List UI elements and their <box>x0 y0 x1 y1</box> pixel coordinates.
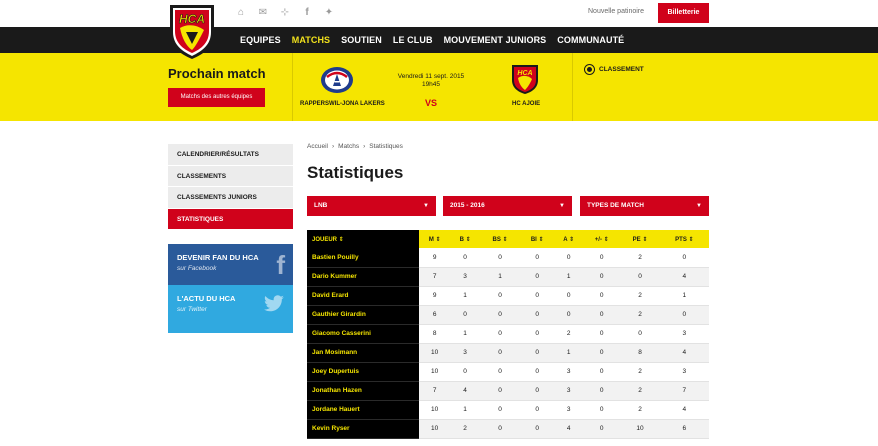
stat-cell: 0 <box>620 267 659 286</box>
stat-cell: 2 <box>620 248 659 267</box>
facebook-icon[interactable]: f <box>305 7 309 18</box>
stat-cell: 0 <box>520 324 554 343</box>
column-header-assists[interactable]: A ⇕ <box>554 230 583 248</box>
player-name-cell[interactable]: Jonathan Hazen <box>307 381 419 400</box>
player-name-cell[interactable]: David Erard <box>307 286 419 305</box>
twitter-icon[interactable]: ✦ <box>324 7 334 18</box>
ranking-label: CLASSEMENT <box>599 66 644 73</box>
stat-cell: 3 <box>554 381 583 400</box>
stat-cell: 7 <box>660 381 709 400</box>
facebook-card-title: DEVENIR FAN DU HCA <box>177 253 259 262</box>
stat-cell: 0 <box>583 419 620 438</box>
column-header-bs[interactable]: BS ⇕ <box>480 230 520 248</box>
home-team-name: RAPPERSWIL-JONA LAKERS <box>300 101 385 107</box>
stat-cell: 0 <box>450 305 480 324</box>
stat-cell: 0 <box>520 343 554 362</box>
column-header-goals[interactable]: B ⇕ <box>450 230 480 248</box>
stat-cell: 1 <box>480 267 520 286</box>
stat-cell: 2 <box>620 286 659 305</box>
chevron-down-icon: ▼ <box>696 203 702 209</box>
facebook-card-subtitle: sur Facebook <box>177 265 217 272</box>
table-row <box>307 324 709 343</box>
league-select-value: LNB <box>314 202 328 209</box>
stat-cell: 3 <box>554 362 583 381</box>
stat-cell: 3 <box>660 362 709 381</box>
table-row <box>307 362 709 381</box>
sidebar <box>168 144 293 313</box>
stat-cell: 0 <box>450 248 480 267</box>
stat-cell: 0 <box>520 248 554 267</box>
breadcrumb-current: Statistiques <box>369 143 403 150</box>
stat-cell: 0 <box>480 419 520 438</box>
sidebar-item-junior-rankings[interactable]: CLASSEMENTS JUNIORS <box>168 187 293 209</box>
hca-logo[interactable] <box>166 2 218 60</box>
nav-item-matchs[interactable]: MATCHS <box>291 35 331 45</box>
table-row <box>307 267 709 286</box>
twitter-icon <box>263 295 285 313</box>
nav-item-soutien[interactable]: SOUTIEN <box>341 35 382 45</box>
ranking-link[interactable] <box>585 65 644 74</box>
away-team-name: HC AJOIE <box>512 101 541 107</box>
stat-cell: 2 <box>620 381 659 400</box>
stat-cell: 0 <box>583 267 620 286</box>
column-header-points[interactable]: PTS ⇕ <box>660 230 709 248</box>
stat-cell: 0 <box>554 248 583 267</box>
stat-cell: 1 <box>450 286 480 305</box>
sidebar-item-rankings[interactable]: CLASSEMENTS <box>168 166 293 188</box>
puck-icon <box>585 65 594 74</box>
stat-cell: 0 <box>450 362 480 381</box>
stat-cell: 0 <box>520 286 554 305</box>
stat-cell: 2 <box>450 419 480 438</box>
player-name-cell[interactable]: Kevin Ryser <box>307 419 419 438</box>
lakers-logo <box>320 65 354 95</box>
stat-cell: 0 <box>520 400 554 419</box>
other-teams-matches-button[interactable]: Matchs des autres équipes <box>168 88 265 107</box>
table-row <box>307 286 709 305</box>
stat-cell: 3 <box>450 267 480 286</box>
facebook-icon: f <box>276 250 285 280</box>
breadcrumb-matches[interactable]: Matchs <box>338 143 360 150</box>
stat-cell: 0 <box>480 305 520 324</box>
season-select[interactable] <box>443 196 572 216</box>
player-name-cell[interactable]: Gauthier Girardin <box>307 305 419 324</box>
stat-cell: 7 <box>419 381 450 400</box>
breadcrumb-separator: › <box>363 143 366 150</box>
sidebar-item-calendar[interactable]: CALENDRIER/RÉSULTATS <box>168 144 293 166</box>
stat-cell: 3 <box>554 400 583 419</box>
season-select-value: 2015 - 2016 <box>450 202 485 209</box>
breadcrumb-home[interactable]: Accueil <box>307 143 328 150</box>
stat-cell: 2 <box>620 400 659 419</box>
stat-cell: 10 <box>419 362 450 381</box>
match-datetime <box>392 73 470 89</box>
stat-cell: 10 <box>419 419 450 438</box>
column-header-player[interactable]: JOUEUR ⇕ <box>307 230 419 248</box>
stat-cell: 0 <box>480 362 520 381</box>
versus-label: VS <box>425 98 438 108</box>
stat-cell: 0 <box>620 324 659 343</box>
table-row <box>307 305 709 324</box>
column-header-games[interactable]: M ⇕ <box>419 230 450 248</box>
stat-cell: 4 <box>450 381 480 400</box>
player-name-cell[interactable]: Giacomo Casserini <box>307 324 419 343</box>
match-date: Vendredi 11 sept. 2015 <box>397 73 465 80</box>
column-header-bi[interactable]: BI ⇕ <box>520 230 554 248</box>
stat-cell: 4 <box>660 400 709 419</box>
new-rink-link[interactable]: Nouvelle patinoire <box>588 8 645 15</box>
stat-cell: 1 <box>660 286 709 305</box>
stat-cell: 3 <box>660 324 709 343</box>
column-header-penalties[interactable]: PE ⇕ <box>620 230 659 248</box>
stat-cell: 2 <box>620 362 659 381</box>
stat-cell: 0 <box>583 381 620 400</box>
ticketing-button[interactable]: Billetterie <box>658 3 709 23</box>
home-icon[interactable]: ⌂ <box>237 7 245 18</box>
main-navigation <box>0 27 878 53</box>
stat-cell: 6 <box>419 305 450 324</box>
stat-cell: 4 <box>660 343 709 362</box>
match-type-select[interactable] <box>580 196 709 216</box>
player-name-cell[interactable]: Bastien Pouilly <box>307 248 419 267</box>
column-header-plus-minus[interactable]: +/- ⇕ <box>583 230 620 248</box>
stat-cell: 0 <box>480 324 520 343</box>
next-match-title: Prochain match <box>168 66 266 81</box>
stat-cell: 0 <box>583 305 620 324</box>
next-match-banner <box>0 53 878 121</box>
table-header-row <box>307 230 709 248</box>
stat-cell: 1 <box>554 343 583 362</box>
player-name-cell[interactable]: Jan Mosimann <box>307 343 419 362</box>
stat-cell: 0 <box>520 362 554 381</box>
svg-text:HCA: HCA <box>179 12 205 26</box>
stat-cell: 0 <box>480 286 520 305</box>
table-row <box>307 381 709 400</box>
match-type-select-value: TYPES DE MATCH <box>587 202 644 209</box>
stat-cell: 10 <box>419 343 450 362</box>
stat-cell: 0 <box>480 381 520 400</box>
stat-cell: 0 <box>520 419 554 438</box>
stat-cell: 3 <box>450 343 480 362</box>
stat-cell: 0 <box>480 400 520 419</box>
stat-cell: 1 <box>554 267 583 286</box>
sidebar-item-statistics[interactable]: STATISTIQUES <box>168 209 293 231</box>
stat-cell: 0 <box>660 305 709 324</box>
stat-cell: 0 <box>583 286 620 305</box>
stat-cell: 8 <box>620 343 659 362</box>
stat-cell: 0 <box>520 267 554 286</box>
stat-cell: 0 <box>583 324 620 343</box>
stat-cell: 0 <box>583 343 620 362</box>
nav-item-communaute[interactable]: COMMUNAUTÉ <box>557 35 625 45</box>
stat-cell: 2 <box>554 324 583 343</box>
banner-divider <box>572 53 573 121</box>
stat-cell: 0 <box>554 305 583 324</box>
utility-icons <box>236 6 334 20</box>
stat-cell: 0 <box>480 343 520 362</box>
sitemap-icon[interactable]: ⊹ <box>280 7 290 18</box>
top-utility-bar <box>0 0 878 27</box>
stat-cell: 0 <box>520 381 554 400</box>
stat-cell: 7 <box>419 267 450 286</box>
stat-cell: 1 <box>450 400 480 419</box>
twitter-card-title: L'ACTU DU HCA <box>177 294 236 303</box>
stat-cell: 4 <box>554 419 583 438</box>
table-row <box>307 248 709 267</box>
stat-cell: 10 <box>419 400 450 419</box>
twitter-card-subtitle: sur Twitter <box>177 306 207 313</box>
table-row <box>307 343 709 362</box>
stat-cell: 8 <box>419 324 450 343</box>
twitter-news-card[interactable] <box>168 285 293 333</box>
stat-cell: 9 <box>419 286 450 305</box>
stat-cell: 0 <box>480 248 520 267</box>
stat-cell: 4 <box>660 267 709 286</box>
table-row <box>307 419 709 438</box>
hc-ajoie-logo <box>510 63 540 95</box>
page-title: Statistiques <box>307 163 404 182</box>
match-time: 19h45 <box>421 81 441 88</box>
banner-divider <box>292 53 293 121</box>
stat-cell: 0 <box>520 305 554 324</box>
player-name-cell[interactable]: Jordane Hauert <box>307 400 419 419</box>
stat-cell: 10 <box>620 419 659 438</box>
stat-cell: 0 <box>583 248 620 267</box>
statistics-table <box>307 230 709 439</box>
stat-cell: 9 <box>419 248 450 267</box>
mail-icon[interactable]: ✉ <box>258 7 268 18</box>
stat-cell: 0 <box>660 248 709 267</box>
player-name-cell[interactable]: Dario Kummer <box>307 267 419 286</box>
chevron-down-icon: ▼ <box>423 203 429 209</box>
svg-text:HCA: HCA <box>517 70 533 77</box>
table-row <box>307 400 709 419</box>
nav-item-equipes[interactable]: EQUIPES <box>240 35 281 45</box>
breadcrumb <box>307 143 403 150</box>
league-select[interactable] <box>307 196 436 216</box>
stat-cell: 0 <box>554 286 583 305</box>
nav-item-mouvement-juniors[interactable]: MOUVEMENT JUNIORS <box>443 35 547 45</box>
stat-cell: 1 <box>450 324 480 343</box>
stat-cell: 0 <box>583 362 620 381</box>
stat-cell: 6 <box>660 419 709 438</box>
stat-cell: 2 <box>620 305 659 324</box>
player-name-cell[interactable]: Joey Dupertuis <box>307 362 419 381</box>
stat-cell: 0 <box>583 400 620 419</box>
breadcrumb-separator: › <box>331 143 335 150</box>
nav-item-le-club[interactable]: LE CLUB <box>392 35 433 45</box>
chevron-down-icon: ▼ <box>559 203 565 209</box>
